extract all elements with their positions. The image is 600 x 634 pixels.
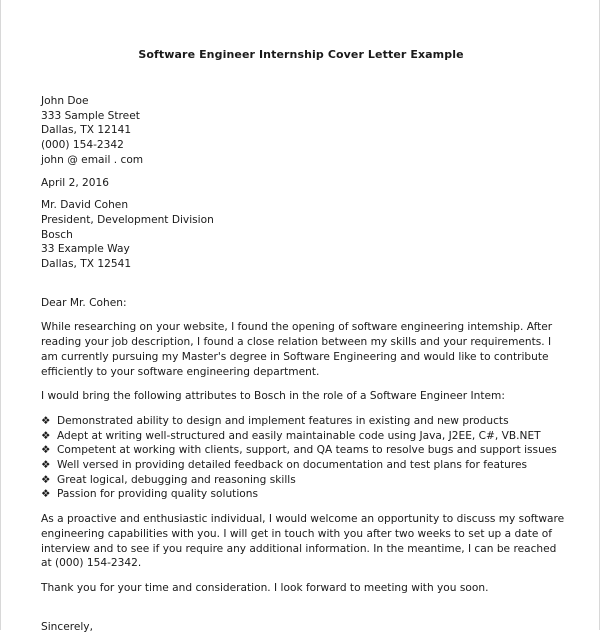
list-item-text: Great logical, debugging and reasoning skills: [57, 473, 296, 486]
sender-address: [41, 94, 561, 168]
list-item-text: Adept at writing well-structured and easily maintainable code using Java, J2EE, C#, VB.NET: [57, 429, 541, 442]
recipient-title: President, Development Division: [41, 213, 214, 226]
list-item-text: Competent at working with clients, support, and QA teams to resolve bugs and support issues: [57, 444, 557, 457]
list-item: [41, 487, 561, 502]
recipient-company: Bosch: [41, 228, 73, 241]
list-item-text: Passion for providing quality solutions: [57, 488, 258, 501]
diamond-bullet-icon: ❖: [41, 444, 51, 457]
sender-phone: (000) 154-2342: [41, 139, 124, 152]
paragraph-intro: [41, 320, 561, 379]
paragraph-closing: [41, 512, 565, 571]
document-title: Software Engineer Internship Cover Letter Example: [138, 48, 464, 61]
sender-name: John Doe: [41, 95, 89, 107]
paragraph-line: at (000) 154-2342.: [41, 557, 142, 570]
attributes-list: [41, 414, 561, 502]
sender-city: Dallas, TX 12141: [41, 124, 132, 137]
recipient-address: [41, 198, 561, 272]
paragraph-thanks: Thank you for your time and consideration. I look forward to meeting with you soon.: [41, 581, 489, 594]
letter-date: April 2, 2016: [41, 176, 110, 189]
sender-street: 333 Sample Street: [41, 109, 140, 122]
recipient-name: Mr. David Cohen: [41, 199, 129, 212]
list-item: [41, 414, 561, 429]
letter-body: [41, 94, 565, 634]
recipient-city: Dallas, TX 12541: [41, 258, 132, 271]
salutation: Dear Mr. Cohen:: [41, 296, 127, 309]
sender-email: john @ email . com: [41, 153, 144, 166]
paragraph-attributes-intro: I would bring the following attributes to Bosch in the role of a Software Engineer Intem:: [41, 390, 505, 403]
diamond-bullet-icon: ❖: [41, 414, 51, 427]
list-item: [41, 473, 561, 488]
list-item: [41, 443, 561, 458]
list-item-text: Demonstrated ability to design and implement features in existing and new products: [57, 414, 509, 427]
list-item: [41, 429, 561, 444]
diamond-bullet-icon: ❖: [41, 459, 51, 472]
paragraph-line: efficiently to your software engineering department.: [41, 365, 320, 378]
list-item-text: Well versed in providing detailed feedback on documentation and test plans for features: [57, 459, 527, 472]
paragraph-line: reading your job description, I found a close relation between my skills and your requirements. I: [41, 336, 552, 349]
paragraph-line: While researching on your website, I found the opening of software engineering intemship. After: [41, 321, 553, 334]
paragraph-line: engineering capabilities with you. I will get in touch with you after two weeks to set up a date of: [41, 527, 552, 540]
paragraph-line: am currently pursuing my Master's degree in Software Engineering and would like to contribute: [41, 350, 549, 363]
closing: Sincerely,: [41, 620, 93, 633]
paragraph-line: interview and to see if you require any additional information. In the meantime, I can be reached: [41, 542, 557, 555]
paragraph-line: As a proactive and enthusiastic individual, I would welcome an opportunity to discuss my software: [41, 513, 565, 526]
list-item: [41, 458, 561, 473]
diamond-bullet-icon: ❖: [41, 473, 51, 486]
recipient-street: 33 Example Way: [41, 243, 130, 256]
diamond-bullet-icon: ❖: [41, 429, 51, 442]
diamond-bullet-icon: ❖: [41, 488, 51, 501]
